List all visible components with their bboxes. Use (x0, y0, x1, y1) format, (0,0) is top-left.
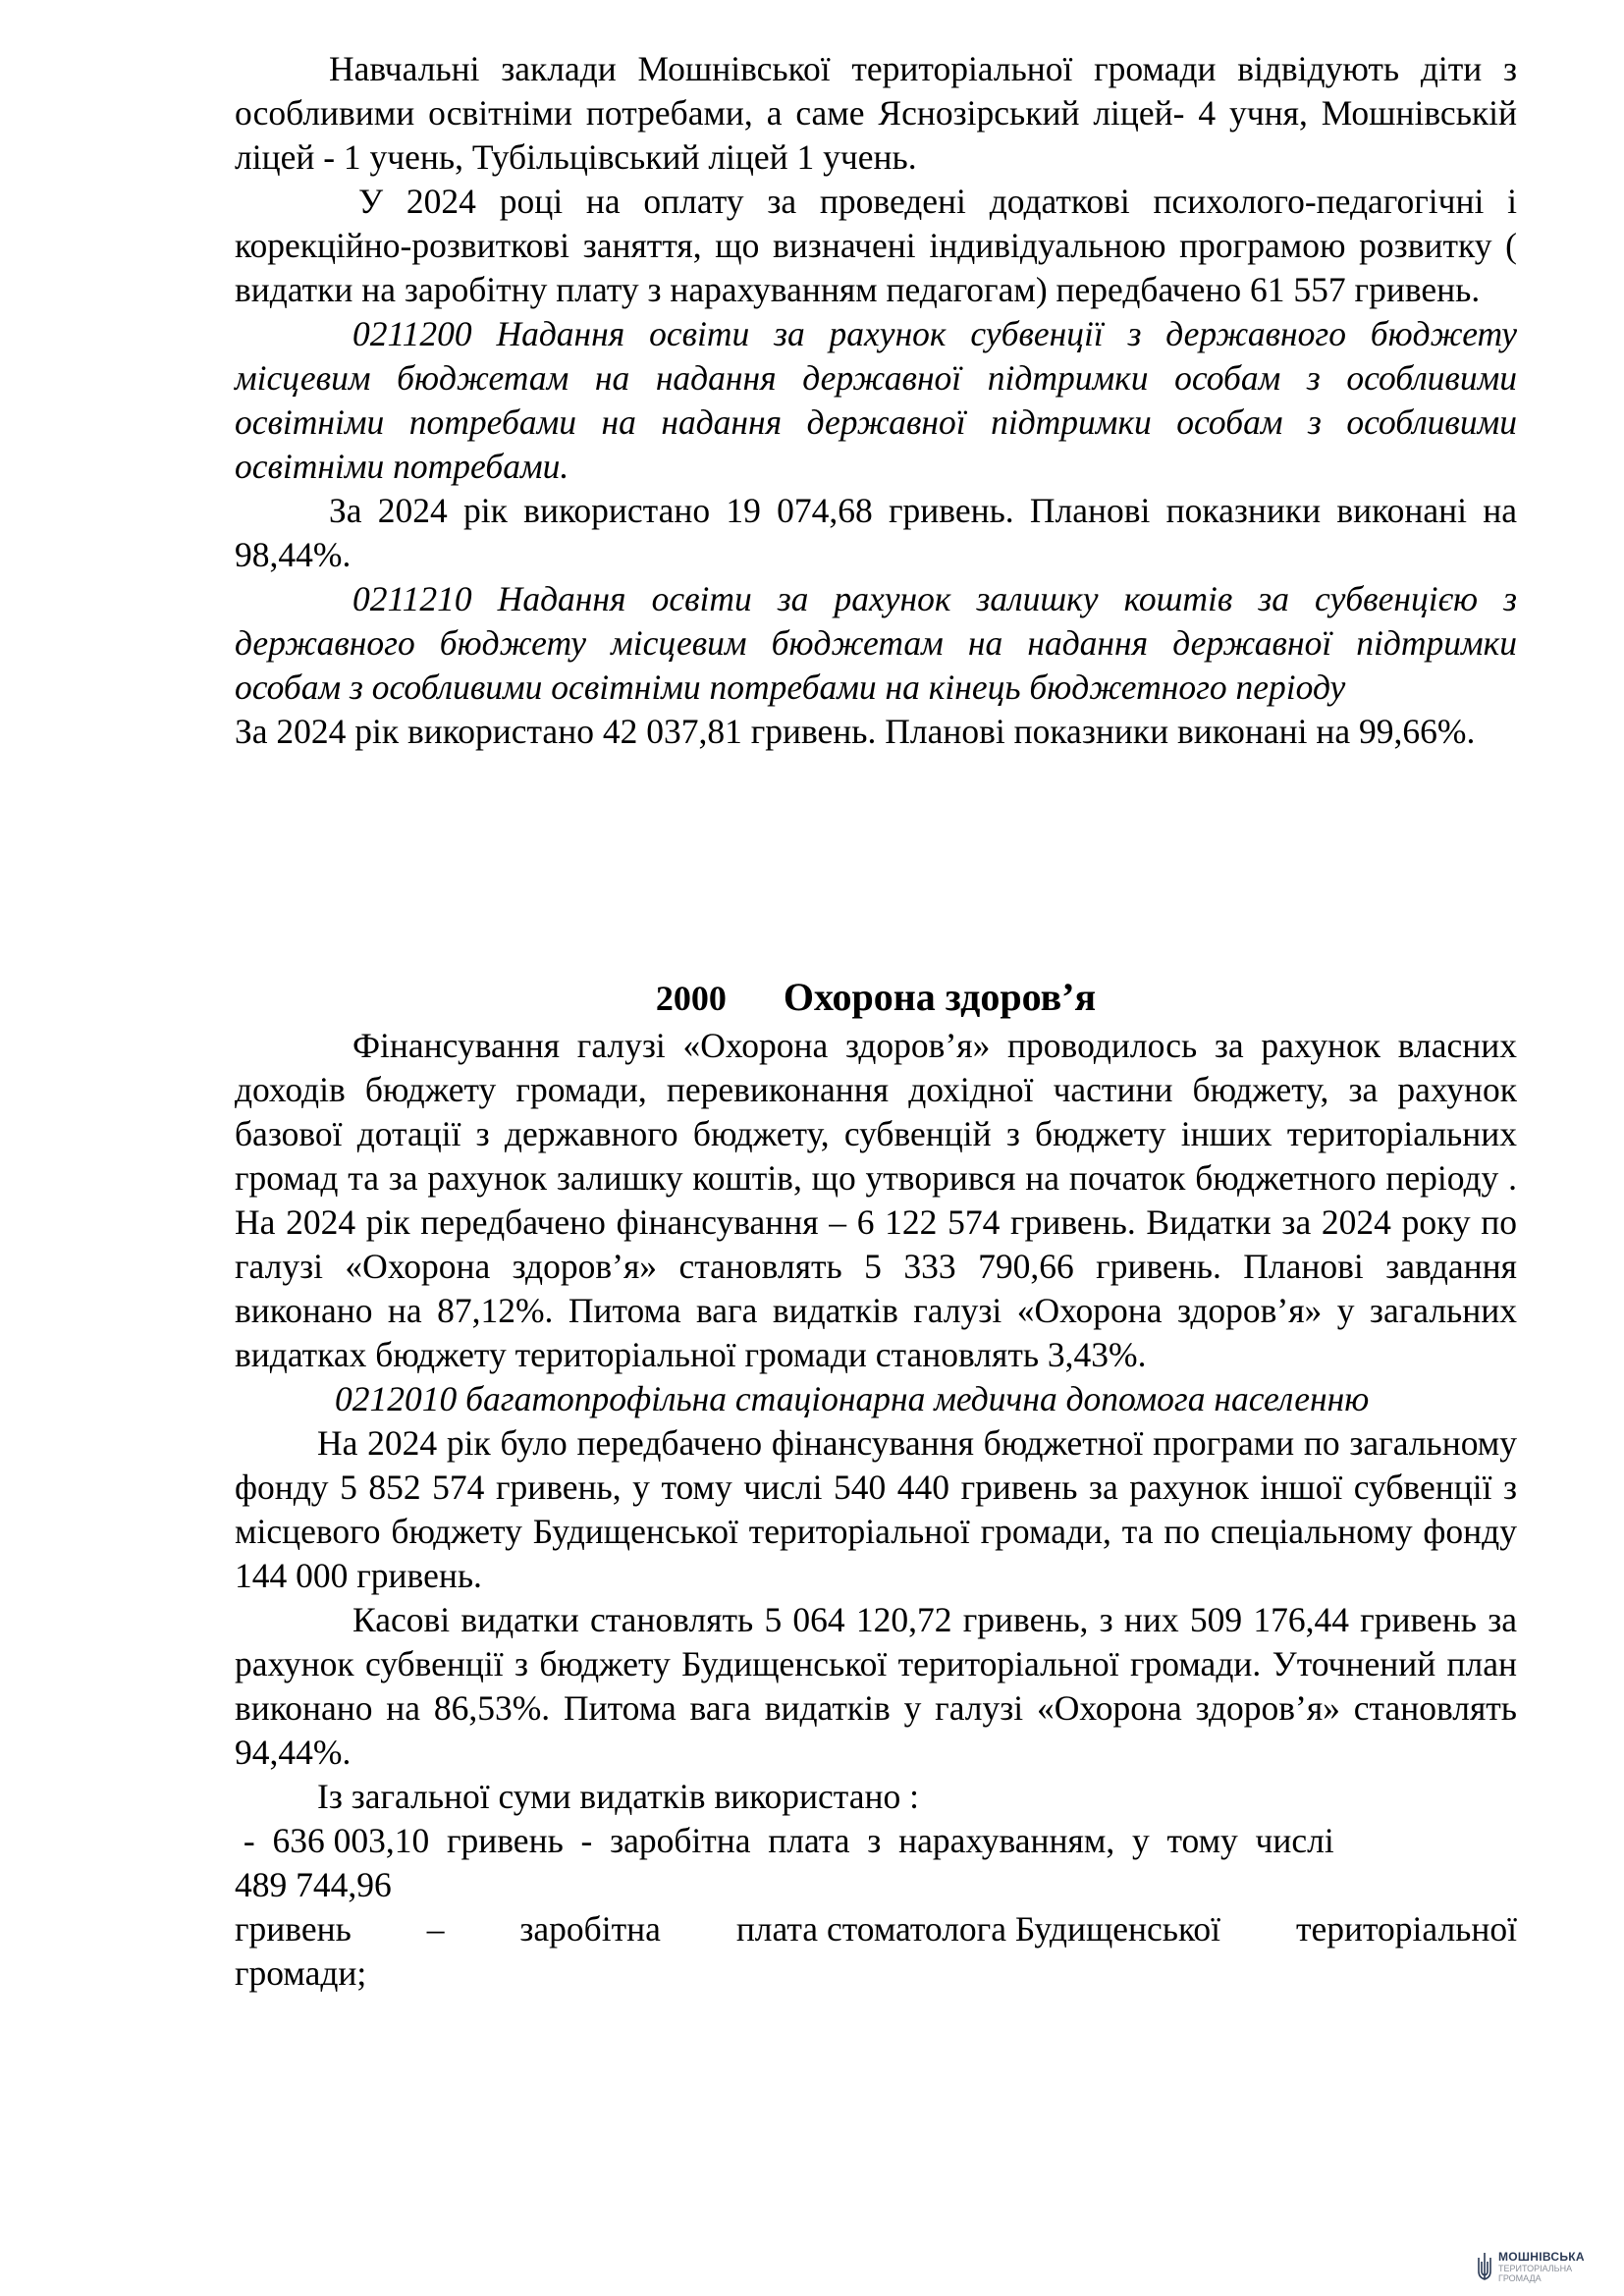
paragraph-cash-expenses: Касові видатки становлять 5 064 120,72 гривень, з них 509 176,44 гривень за рахунок субвенції з бюджету Будищенської територіальної громади. Уточнений план виконано на 86,53%. Питома вага видатків у галузі «Охорона здоров’я» становлять 94,44%. (235, 1600, 1517, 1772)
paragraph-0211200-result: За 2024 рік використано 19 074,68 гривень. Планові показники виконані на 98,44%. (235, 491, 1517, 574)
paragraph-health-plan: На 2024 рік було передбачено фінансування бюджетної програми по загальному фонду 5 852 574 гривень, у тому числі 540 440 гривень за рахунок іншої субвенції з місцевого бюджету Будищенської територіальної громади, та по спеціальному фонду 144 000 гривень. (235, 1423, 1517, 1595)
document-page (235, 47, 1517, 1996)
word-territorial: територіальної (1295, 1909, 1517, 1949)
paragraph-health-financing: Фінансування галузі «Охорона здоров’я» проводилось за рахунок власних доходів бюджету громади, перевиконання дохідної частини бюджету, за рахунок базової дотації з державного бюджету, субвенцій з бюджету інших територіальних громад та за рахунок залишку коштів, що утворився на початок бюджетного періоду . На 2024 рік передбачено фінансування – 6 122 574 гривень. Видатки за 2024 року по галузі «Охорона здоров’я» становлять 5 333 790,66 гривень. Планові завдання виконано на 87,12%. Питома вага видатків галузі «Охорона здоров’я» у загальних видатках бюджету територіальної громади становлять 3,43%. (235, 1026, 1517, 1374)
logo-line-1: МОШНІВСЬКА (1498, 2250, 1585, 2264)
paragraph-expenses-intro: Із загальної суми видатків використано : (317, 1777, 919, 1816)
dash: – (426, 1909, 445, 1949)
paragraph-dentist-line (235, 1907, 1517, 1951)
paragraph-salary-line: - 636 003,10 гривень - заробітна плата з нарахуванням, у тому числі (235, 1821, 1334, 1860)
paragraph-special-needs: Навчальні заклади Мошнівської територіальної громади відвідують діти з особливими освітніми потребами, а саме Яснозірський ліцей- 4 учня, Мошнівській ліцей - 1 учень, Тубільцівський ліцей 1 учень. (235, 49, 1517, 177)
section-code: 2000 (655, 979, 727, 1018)
program-0211200-title: 0211200 Надання освіти за рахунок субвенції з державного бюджету місцевим бюджетам на надання державної підтримки особам з особливими освітніми потребами на надання державної підтримки особам з особливими освітніми потребами. (235, 314, 1517, 486)
word-salary: заробітна (519, 1909, 661, 1949)
phrase-dentist: плата стоматолога Будищенської (735, 1909, 1221, 1949)
paragraph-salary-amount: 489 744,96 (235, 1865, 392, 1904)
program-0212010-title: 0212010 багатопрофільна стаціонарна медична допомога населенню (335, 1379, 1370, 1418)
word-hryven: гривень (235, 1909, 352, 1949)
logo-line-2: ТЕРИТОРІАЛЬНА (1498, 2264, 1573, 2273)
logo-line-3: ГРОМАДА (1498, 2273, 1542, 2283)
paragraph-0211210-result: За 2024 рік використано 42 037,81 гривень. Планові показники виконані на 99,66%. (235, 712, 1476, 751)
paragraph-community: громади; (235, 1953, 367, 1993)
section-heading (235, 974, 1517, 1022)
spacer (235, 754, 1517, 974)
program-0211210-title: 0211210 Надання освіти за рахунок залишку коштів за субвенцією з державного бюджету місцевим бюджетам на надання державної підтримки особам з особливими освітніми потребами на кінець бюджетного періоду (235, 579, 1517, 707)
community-logo (1477, 2250, 1604, 2289)
trident-icon (1477, 2252, 1492, 2283)
section-title: Охорона здоров’я (783, 975, 1097, 1019)
paragraph-correction-funding: У 2024 році на оплату за проведені додаткові психолого-педагогічні і корекційно-розвиткові заняття, що визначені індивідуальною програмою розвитку ( видатки на заробітну плату з нарахуванням педагогам) передбачено 61 557 гривень. (235, 182, 1517, 309)
